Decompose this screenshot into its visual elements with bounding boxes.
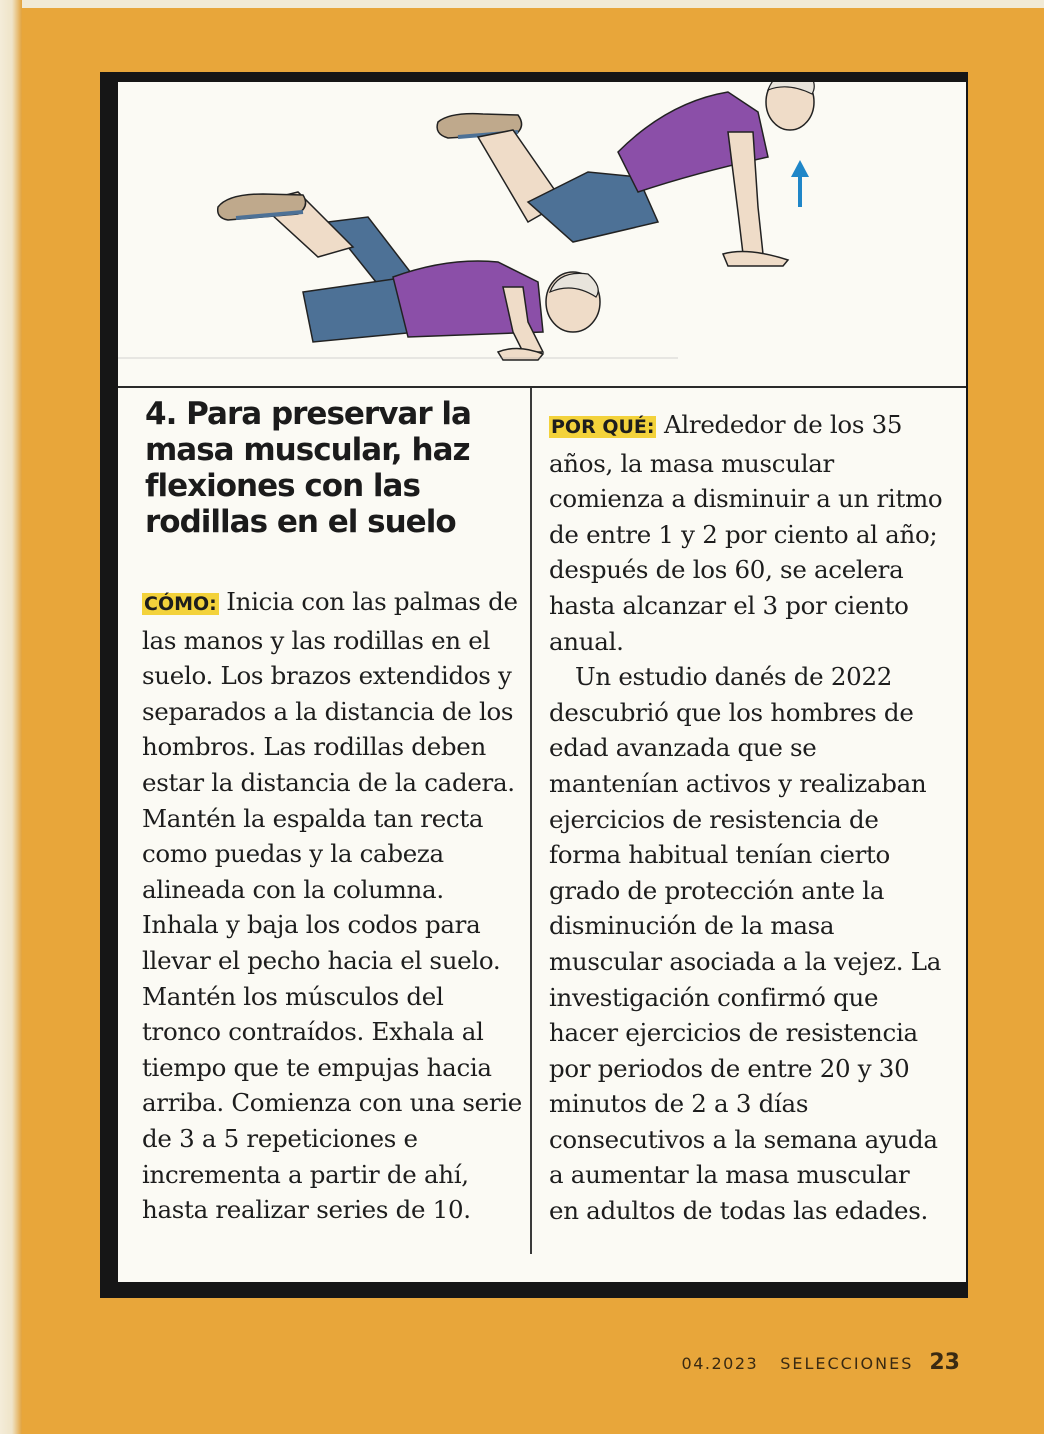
why-paragraph (549, 407, 944, 659)
page-top-edge (0, 0, 1044, 8)
figure-up (437, 82, 814, 266)
page-number: 23 (929, 1350, 960, 1375)
page-footer (600, 1350, 960, 1375)
section-divider (118, 386, 966, 388)
issue-date: 04.2023 (681, 1354, 759, 1373)
how-to-paragraph (142, 584, 522, 1228)
knee-pushup-illustration (118, 82, 966, 387)
como-text: Inicia con las palmas de las manos y las rodillas en el suelo. Los brazos extendidos y separados a la distancia de los hombros. Las rodillas deben estar la distancia de la cadera. Mantén la espalda tan recta como puedas y la cabeza alineada con la columna. Inhala y baja los codos para llevar el pecho hacia el suelo. Mantén los músculos del tronco contraídos. Exhala al tiempo que te empujas hacia arriba. Comienza con una serie de 3 a 5 repeticiones e incrementa a partir de ahí, hasta realizar series de 10. (142, 587, 522, 1225)
magazine-name: SELECCIONES (780, 1354, 914, 1373)
article-heading: 4. Para preservar la masa muscular, haz flexiones con las rodillas en el suelo (145, 396, 471, 540)
porque-label: POR QUÉ: (551, 416, 655, 438)
page-left-edge (0, 0, 22, 1434)
study-paragraph: Un estudio danés de 2022 descubrió que los hombres de edad avanzada que se mantenían activos y realizaban ejercicios de resistencia de forma habitual tenían cierto grado de protección ante la disminución de la masa muscular asociada a la vejez. La investigación confirmó que hacer ejercicios de resistencia por periodos de entre 20 y 30 minutos de 2 a 3 días consecutivos a la semana ayuda a aumentar la masa muscular en adultos de todas las edades. (549, 662, 942, 1226)
arrow-up-icon (791, 160, 809, 207)
why-column (549, 407, 944, 1229)
how-to-column (142, 584, 522, 1228)
porque-text: Alrededor de los 35 años, la masa muscular comienza a disminuir a un ritmo de entre 1 y 2 por ciento al año; después de los 60, se acelera hasta alcanzar el 3 por ciento anual. (549, 410, 943, 656)
column-divider (530, 388, 532, 1254)
como-label: CÓMO: (144, 593, 217, 615)
